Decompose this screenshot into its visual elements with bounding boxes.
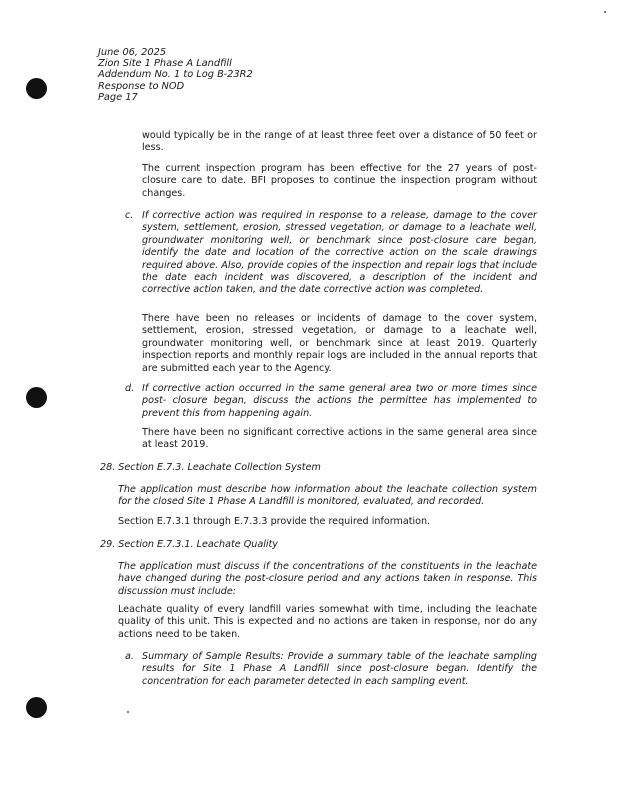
item-c-answer: There have been no releases or incidents of damage to the cover system, settlement, erosion, stressed vegetation, or damage to a leachate well, groundwater monitoring well, or benchmark since at least 2019. Quarterly inspection reports and monthly repair logs are included in the annual reports that are submitted each year to the Agency. xyxy=(142,313,537,374)
section-29-question: The application must discuss if the concentrations of the constituents in the leachate have changed during the post-closure period and any actions taken in response. This discussion must include: xyxy=(118,561,537,597)
binder-hole-top xyxy=(26,78,47,99)
paragraph-continued: would typically be in the range of at least three feet over a distance of 50 feet or less. xyxy=(142,130,537,154)
scan-speck xyxy=(127,711,129,713)
section-28-title: 28. Section E.7.3. Leachate Collection System xyxy=(100,462,321,473)
scan-speck xyxy=(604,11,606,13)
section-28-question: The application must describe how information about the leachate collection system for the closed Site 1 Phase A Landfill is monitored, evaluated, and recorded. xyxy=(118,484,537,508)
header-site: Zion Site 1 Phase A Landfill xyxy=(98,58,232,70)
binder-hole-middle xyxy=(26,387,47,408)
section-29-title: 29. Section E.7.3.1. Leachate Quality xyxy=(100,539,278,550)
header-page-number: Page 17 xyxy=(98,91,138,103)
item-d-answer: There have been no significant corrective actions in the same general area since at least 2019. xyxy=(142,427,537,451)
header-addendum: Addendum No. 1 to Log B-23R2 xyxy=(98,69,253,81)
paragraph-inspection-program: The current inspection program has been effective for the 27 years of post-closure care to date. BFI proposes to continue the inspection program without changes. xyxy=(142,163,537,199)
section-29-answer: Leachate quality of every landfill varies somewhat with time, including the leachate quality of this unit. This is expected and no actions are taken in response, nor do any actions need to be taken. xyxy=(118,604,537,640)
header-date: June 06, 2025 xyxy=(98,47,167,58)
item-c-question: If corrective action was required in response to a release, damage to the cover system, settlement, erosion, stressed vegetation, or damage to a leachate well, groundwater monitoring well, or benchmark since post-closure care began, identify the date and location of the corrective action on the scale drawings required above. Also, provide copies of the inspection and repair logs that include the date each incident was discovered, a description of the incident and corrective action taken, and the date corrective action was completed. xyxy=(142,210,537,296)
page-header xyxy=(98,47,253,103)
section-28-answer: Section E.7.3.1 through E.7.3.3 provide the required information. xyxy=(118,516,431,527)
item-d-label: d. xyxy=(125,383,135,394)
item-d-question: If corrective action occurred in the same general area two or more times since post- closure began, discuss the actions the permittee has implemented to prevent this from happening again. xyxy=(142,383,537,419)
item-a-label: a. xyxy=(125,651,134,662)
binder-hole-bottom xyxy=(26,697,47,718)
item-c-label: c. xyxy=(125,210,134,221)
item-a-question: Summary of Sample Results: Provide a summary table of the leachate sampling results for Site 1 Phase A Landfill since post-closure began. Identify the concentration for each parameter detected in each sampling event. xyxy=(142,651,537,687)
header-response: Response to NOD xyxy=(98,80,185,92)
